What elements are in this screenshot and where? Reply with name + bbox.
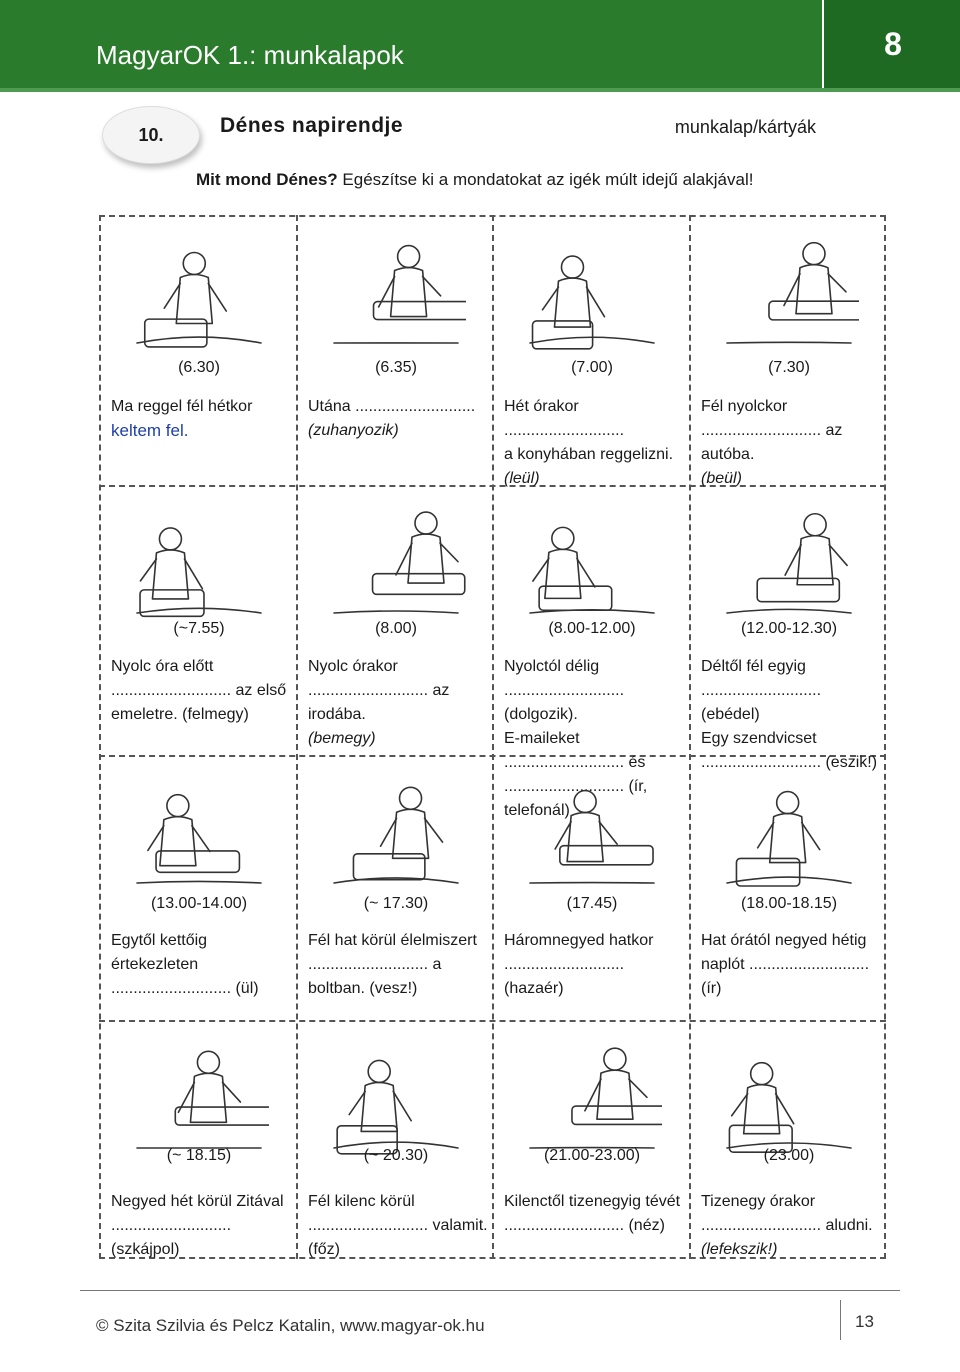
card-time: (8.00-12.00) (548, 620, 636, 637)
card-sentence-line: Nyolc órakor (308, 658, 398, 675)
shopping-icon (326, 771, 466, 891)
card-sentence-line: ........................... (ebédel) (701, 682, 822, 723)
card-time: (8.00) (375, 620, 417, 637)
card-sentence-line: (leül) (504, 470, 540, 487)
office-door-icon (326, 501, 466, 621)
card-sentence-line: Nyolc óra előtt (111, 658, 214, 675)
card-sentence-line: (zuhanyozik) (308, 422, 399, 439)
card-sentence (111, 395, 291, 443)
card-sentence (111, 655, 291, 727)
card-time: (18.00-18.15) (740, 895, 838, 912)
skype-call-icon (129, 1036, 269, 1156)
tv-icon (522, 1036, 662, 1156)
card-time: (13.00-14.00) (150, 895, 248, 912)
card-sentence-line: ........................... (ír, telefonál) (504, 778, 648, 819)
card-sentence-line: E-maileket ........................... és (504, 730, 646, 771)
card-sentence-line: ........................... (ül) (111, 980, 259, 997)
breakfast-icon (522, 231, 662, 351)
card-sentence (308, 395, 488, 443)
schedule-card (298, 1022, 494, 1261)
card-sentence-line: Egy szendvicset (701, 730, 817, 747)
card-sentence-line: (beül) (701, 470, 742, 487)
diary-icon (719, 771, 859, 891)
schedule-card (691, 487, 887, 771)
worksheet-series-title: MagyarOK 1.: munkalapok (96, 40, 404, 70)
card-sentence-line: naplót ........................... (ír) (701, 956, 870, 997)
card-sentence (111, 929, 291, 1001)
card-sentence-line: Fél nyolckor (701, 398, 788, 415)
card-sentence-line: Hat órától negyed hétig (701, 932, 867, 949)
exercise-number: 10. (138, 125, 164, 145)
card-time: (17.45) (566, 895, 618, 912)
card-sentence-line: ........................... a boltban. (vesz!) (308, 956, 442, 997)
schedule-card (691, 1022, 887, 1261)
schedule-card (101, 487, 297, 757)
lunch-icon (719, 501, 859, 621)
card-time: (21.00-23.00) (543, 1147, 641, 1164)
home-door-icon (522, 771, 662, 891)
card-time: (~ 18.15) (166, 1147, 232, 1164)
schedule-card (101, 217, 297, 487)
card-sentence-line: Háromnegyed hatkor (504, 932, 654, 949)
card-sentence-line: a konyhában reggelizni. (504, 446, 674, 463)
header-underline (0, 88, 960, 92)
card-sentence-line: ........................... (dolgozik). (504, 682, 625, 723)
schedule-card (298, 757, 494, 1022)
card-time: (23.00) (763, 1147, 815, 1164)
card-sentence (308, 929, 488, 1001)
schedule-card (494, 217, 690, 487)
footer-page-box (840, 1300, 889, 1340)
card-sentence-line: Kilenctől tizenegyig tévét (504, 1193, 681, 1210)
card-sentence-line: emeletre. (felmegy) (111, 706, 249, 723)
cooking-icon (326, 1036, 466, 1156)
card-time: (~7.55) (173, 620, 225, 637)
card-sentence-line: Tizenegy órakor (701, 1193, 816, 1210)
meeting-icon (129, 771, 269, 891)
card-sentence (504, 1190, 684, 1238)
card-sentence (701, 929, 881, 1001)
card-time: (6.35) (375, 359, 417, 376)
card-sentence (701, 395, 881, 491)
card-sentence-line: ........................... aludni. (701, 1217, 873, 1234)
card-time: (~ 20.30) (363, 1147, 429, 1164)
card-sentence-line: ........................... az irodába. (308, 682, 450, 723)
card-sentence-line: Fél kilenc körül (308, 1193, 415, 1210)
card-sentence-line: ........................... az autóba. (701, 422, 843, 463)
schedule-card (101, 757, 297, 1022)
card-sentence (111, 1190, 291, 1262)
schedule-card (298, 217, 494, 487)
footer-page-number: 13 (855, 1312, 874, 1331)
card-sentence (504, 929, 684, 1001)
sleeping-icon (719, 1036, 859, 1156)
schedule-card (101, 1022, 297, 1261)
card-sentence-line: ........................... (hazaér) (504, 956, 625, 997)
instruction (196, 170, 753, 190)
card-sentence-line: Egytől kettőig értekezleten (111, 932, 208, 973)
card-sentence (308, 655, 488, 751)
schedule-card (691, 217, 887, 487)
card-sentence-line: ........................... (szkájpol) (111, 1217, 232, 1258)
card-sentence-line: (bemegy) (308, 730, 376, 747)
card-sentence (701, 1190, 881, 1262)
shower-icon (326, 231, 466, 351)
schedule-card (298, 487, 494, 757)
card-sentence-line: ........................... az első (111, 682, 287, 699)
page-badge-number: 8 (884, 26, 902, 62)
waking-up-icon (129, 231, 269, 351)
card-time: (12.00-12.30) (740, 620, 838, 637)
card-sentence-line: Ma reggel fél hétkor (111, 398, 253, 415)
header-bar (0, 0, 960, 92)
schedule-card (691, 757, 887, 1022)
card-time: (7.00) (571, 359, 613, 376)
card-time: (7.30) (768, 359, 810, 376)
computer-work-icon (522, 501, 662, 621)
card-sentence-line: Hét órakor ........................... (504, 398, 625, 439)
card-sentence-line: ........................... (eszik!) (701, 754, 878, 771)
schedule-card (494, 487, 690, 819)
exercise-type: munkalap/kártyák (674, 117, 816, 137)
instruction-text: Egészítse ki a mondatokat az igék múlt idejű alakjával! (337, 170, 754, 189)
card-time: (6.30) (178, 359, 220, 376)
card-sentence-line: Utána ........................... (308, 398, 476, 415)
instruction-question: Mit mond Dénes? (196, 170, 338, 189)
card-sentence-line: (lefekszik!) (701, 1241, 778, 1258)
card-sentence (308, 1190, 488, 1262)
stairs-icon (129, 501, 269, 621)
card-sentence-line: Déltől fél egyig (701, 658, 806, 675)
car-icon (719, 231, 859, 351)
card-sentence-line: keltem fel. (111, 421, 189, 440)
card-sentence-line: ........................... valamit. (főz) (308, 1217, 488, 1258)
exercise-number-badge (102, 106, 200, 164)
footer-divider (80, 1290, 900, 1291)
page-badge (822, 0, 960, 88)
card-sentence-line: Negyed hét körül Zitával (111, 1193, 284, 1210)
exercise-title: Dénes napirendje (220, 114, 404, 137)
card-sentence (504, 395, 684, 491)
card-time: (~ 17.30) (363, 895, 429, 912)
schedule-card (494, 1022, 690, 1261)
card-sentence-line: ........................... (néz) (504, 1217, 665, 1234)
schedule-card (494, 757, 690, 1022)
footer-copyright: © Szita Szilvia és Pelcz Katalin, www.magyar-ok.hu (96, 1316, 485, 1335)
card-sentence-line: Fél hat körül élelmiszert (308, 932, 477, 949)
card-sentence-line: Nyolctól délig (504, 658, 600, 675)
